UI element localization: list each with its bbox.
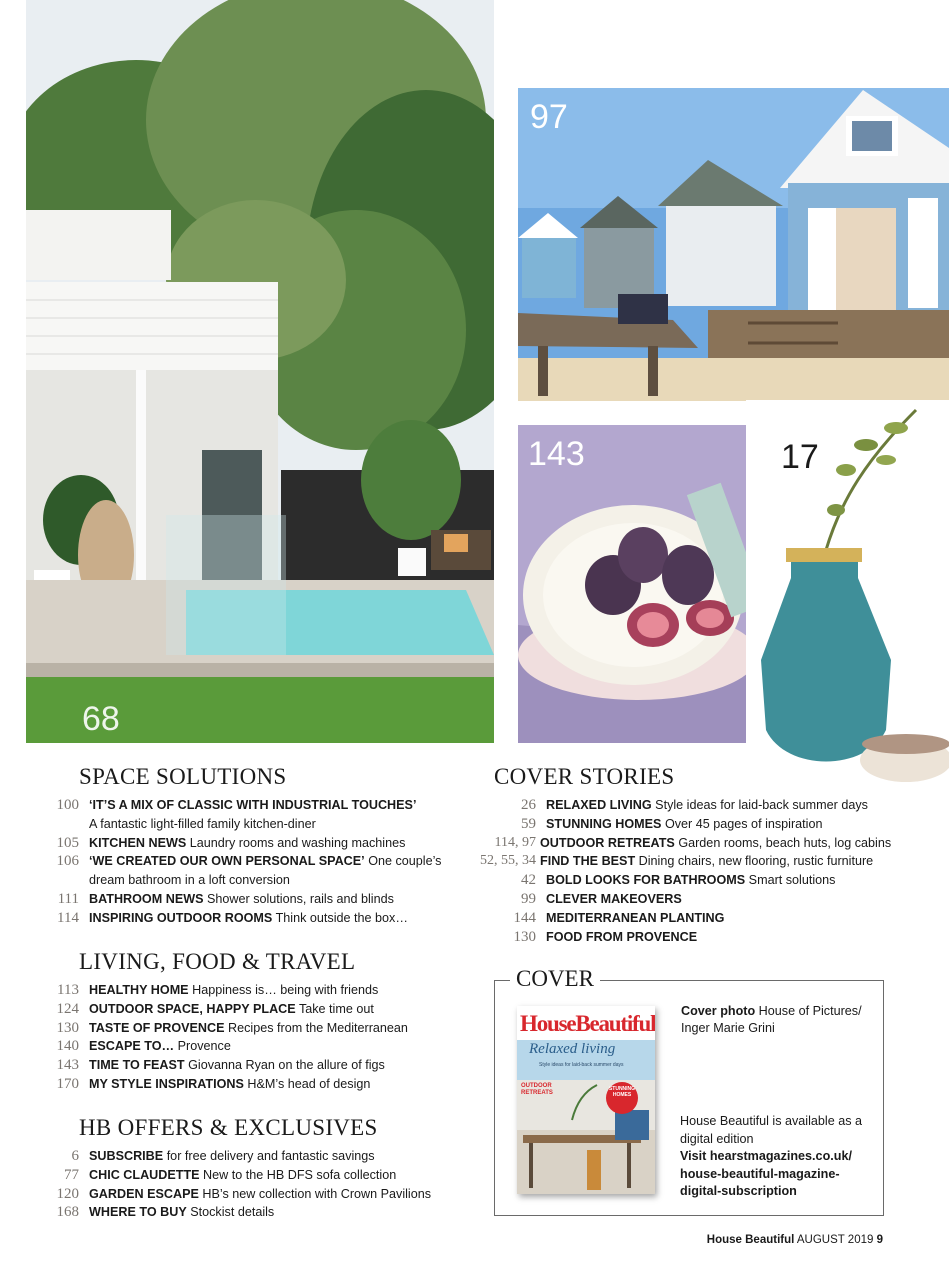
item-description: Laundry rooms and washing machines (189, 835, 406, 850)
offers-exclusives-section (56, 1115, 479, 1222)
item-heading: TIME TO FEAST (89, 1058, 185, 1073)
item-heading: ‘WE CREATED OUR OWN PERSONAL SPACE’ (89, 854, 365, 869)
section-title: HB OFFERS & EXCLUSIVES (79, 1115, 378, 1140)
item-heading: HEALTHY HOME (89, 983, 189, 997)
pool-page-number: 68 (82, 700, 120, 738)
list-item[interactable] (53, 796, 459, 834)
item-description: HB’s new collection with Crown Pavilions (202, 1186, 432, 1201)
item-description: H&M’s head of design (247, 1076, 371, 1091)
list-item[interactable] (53, 1037, 459, 1056)
list-item[interactable] (53, 852, 459, 890)
item-description: Garden rooms, beach huts, log cabins (678, 835, 892, 850)
page-number: 77 (64, 1166, 79, 1183)
item-heading: OUTDOOR RETREATS (540, 835, 675, 850)
item-description: Shower solutions, rails and blinds (207, 891, 394, 906)
page-number: 143 (56, 1057, 79, 1074)
list-item[interactable] (53, 1075, 459, 1094)
list-item[interactable] (53, 1166, 479, 1185)
item-heading: BATHROOM NEWS (89, 891, 204, 906)
list-item[interactable] (478, 834, 914, 853)
list-item[interactable] (53, 890, 459, 909)
list-item[interactable] (53, 1147, 479, 1166)
item-description: Style ideas for laid-back summer days (655, 798, 868, 812)
list-item[interactable] (53, 1203, 479, 1222)
item-heading: FOOD FROM PROVENCE (546, 929, 698, 944)
magazine-tagline: Style ideas for laid-back summer days (539, 1062, 624, 1068)
page-number: 106 (56, 853, 79, 870)
page-number: 168 (56, 1204, 79, 1221)
list-item[interactable] (478, 815, 914, 834)
item-heading: MEDITERRANEAN PLANTING (546, 910, 725, 925)
page-number: 114 (57, 909, 79, 926)
list-item[interactable] (478, 871, 914, 890)
page-number: 144 (513, 909, 536, 926)
list-item[interactable] (53, 1185, 479, 1204)
list-item[interactable] (53, 1019, 459, 1038)
list-item[interactable] (53, 909, 459, 928)
vase-photo (746, 400, 949, 790)
item-heading: WHERE TO BUY (89, 1205, 187, 1220)
page-number: 114, 97 (494, 834, 536, 850)
footer-page-number: 9 (876, 1234, 883, 1246)
list-item[interactable] (478, 928, 914, 947)
item-heading: FIND THE BEST (540, 854, 636, 869)
item-heading: ESCAPE TO… (89, 1039, 175, 1054)
cover-photo-credit-text: House of Pictures/ Inger Marie Grini (681, 1004, 862, 1035)
list-item[interactable] (53, 834, 459, 853)
section-title: SPACE SOLUTIONS (79, 764, 287, 789)
item-heading: BOLD LOOKS FOR BATHROOMS (546, 873, 746, 888)
cover-photo-heading: Cover photo (681, 1004, 756, 1018)
page-footer (707, 1234, 883, 1246)
page-number: 113 (57, 982, 79, 998)
item-heading: STUNNING HOMES (546, 816, 662, 831)
page-number: 99 (521, 890, 536, 907)
digital-edition-link[interactable]: Visit hearstmagazines.co.uk/ house-beautiful-magazine-digital-subscription (680, 1149, 852, 1198)
list-item[interactable] (53, 1000, 459, 1019)
magazine-cover-thumbnail[interactable] (517, 1006, 655, 1194)
magazine-cover-line: OUTDOOR RETREATS (521, 1083, 553, 1096)
beach-huts-photo (518, 88, 949, 401)
item-description: New to the HB DFS sofa collection (203, 1167, 397, 1182)
item-description: Provence (177, 1039, 231, 1054)
list-item[interactable] (478, 909, 914, 928)
list-item[interactable] (478, 852, 914, 871)
item-description: One couple’s dream bathroom in a loft conversion (89, 854, 442, 888)
page-number: 100 (56, 797, 79, 813)
item-heading: GARDEN ESCAPE (89, 1186, 199, 1201)
pool-house-photo (26, 0, 494, 743)
item-heading: ‘IT’S A MIX OF CLASSIC WITH INDUSTRIAL TOUCHES’ (89, 798, 417, 812)
item-heading: INSPIRING OUTDOOR ROOMS (89, 910, 273, 925)
living-food-travel-section (56, 949, 459, 1094)
list-item[interactable] (478, 796, 914, 815)
beach-huts-page-number: 97 (530, 98, 568, 136)
page-number: 111 (57, 890, 79, 907)
vase-page-number: 17 (781, 438, 819, 476)
item-heading: CLEVER MAKEOVERS (546, 891, 682, 906)
item-description: Think outside the box… (275, 910, 408, 925)
cover-photo-credit (681, 1003, 876, 1037)
item-description: for free delivery and fantastic savings (166, 1149, 375, 1163)
item-description: Over 45 pages of inspiration (664, 816, 823, 831)
item-heading: KITCHEN NEWS (89, 835, 187, 850)
page-number: 52, 55, 34 (480, 853, 536, 869)
magazine-headline: Relaxed living (529, 1041, 616, 1057)
cover-stories-section (480, 764, 914, 946)
section-title: LIVING, FOOD & TRAVEL (79, 949, 356, 974)
item-heading: TASTE OF PROVENCE (89, 1020, 225, 1035)
digital-edition-info (680, 1113, 875, 1201)
figs-photo (518, 425, 746, 743)
page-number: 105 (56, 834, 79, 851)
page-number: 130 (56, 1019, 79, 1036)
page-number: 124 (56, 1000, 79, 1017)
page-number: 120 (56, 1185, 79, 1202)
page-number: 26 (521, 797, 536, 813)
item-description: A fantastic light-filled family kitchen-diner (89, 816, 316, 831)
figs-page-number: 143 (528, 435, 585, 473)
item-heading: SUBSCRIBE (89, 1149, 164, 1163)
item-heading: MY STYLE INSPIRATIONS (89, 1076, 244, 1091)
footer-brand: House Beautiful (706, 1234, 795, 1246)
page-number: 42 (521, 872, 536, 889)
page-number: 170 (56, 1075, 79, 1092)
item-description: Smart solutions (748, 873, 836, 888)
space-solutions-section (56, 764, 459, 928)
item-heading: CHIC CLAUDETTE (89, 1167, 200, 1182)
item-description: Dining chairs, new flooring, rustic furniture (638, 854, 874, 869)
item-description: Take time out (298, 1001, 374, 1016)
item-heading: OUTDOOR SPACE, HAPPY PLACE (89, 1001, 296, 1016)
list-item[interactable] (53, 981, 459, 1000)
cover-label: COVER (510, 966, 600, 992)
item-description: Recipes from the Mediterranean (228, 1020, 408, 1035)
page-number: 140 (56, 1038, 79, 1055)
footer-issue: AUGUST 2019 (796, 1234, 874, 1246)
item-description: Stockist details (190, 1205, 275, 1220)
page-number: 6 (71, 1148, 79, 1164)
section-title: COVER STORIES (494, 764, 675, 789)
page-number: 130 (513, 928, 536, 945)
list-item[interactable] (53, 1056, 459, 1075)
item-description: Happiness is… being with friends (192, 983, 379, 997)
list-item[interactable] (478, 890, 914, 909)
magazine-badge: STUNNING HOMES (608, 1086, 636, 1098)
digital-edition-text: House Beautiful is available as a digital edition (680, 1114, 863, 1146)
page-number: 59 (521, 815, 536, 832)
magazine-masthead: HouseBeautiful (520, 1011, 655, 1036)
item-description: Giovanna Ryan on the allure of figs (188, 1058, 385, 1073)
item-heading: RELAXED LIVING (546, 798, 652, 812)
